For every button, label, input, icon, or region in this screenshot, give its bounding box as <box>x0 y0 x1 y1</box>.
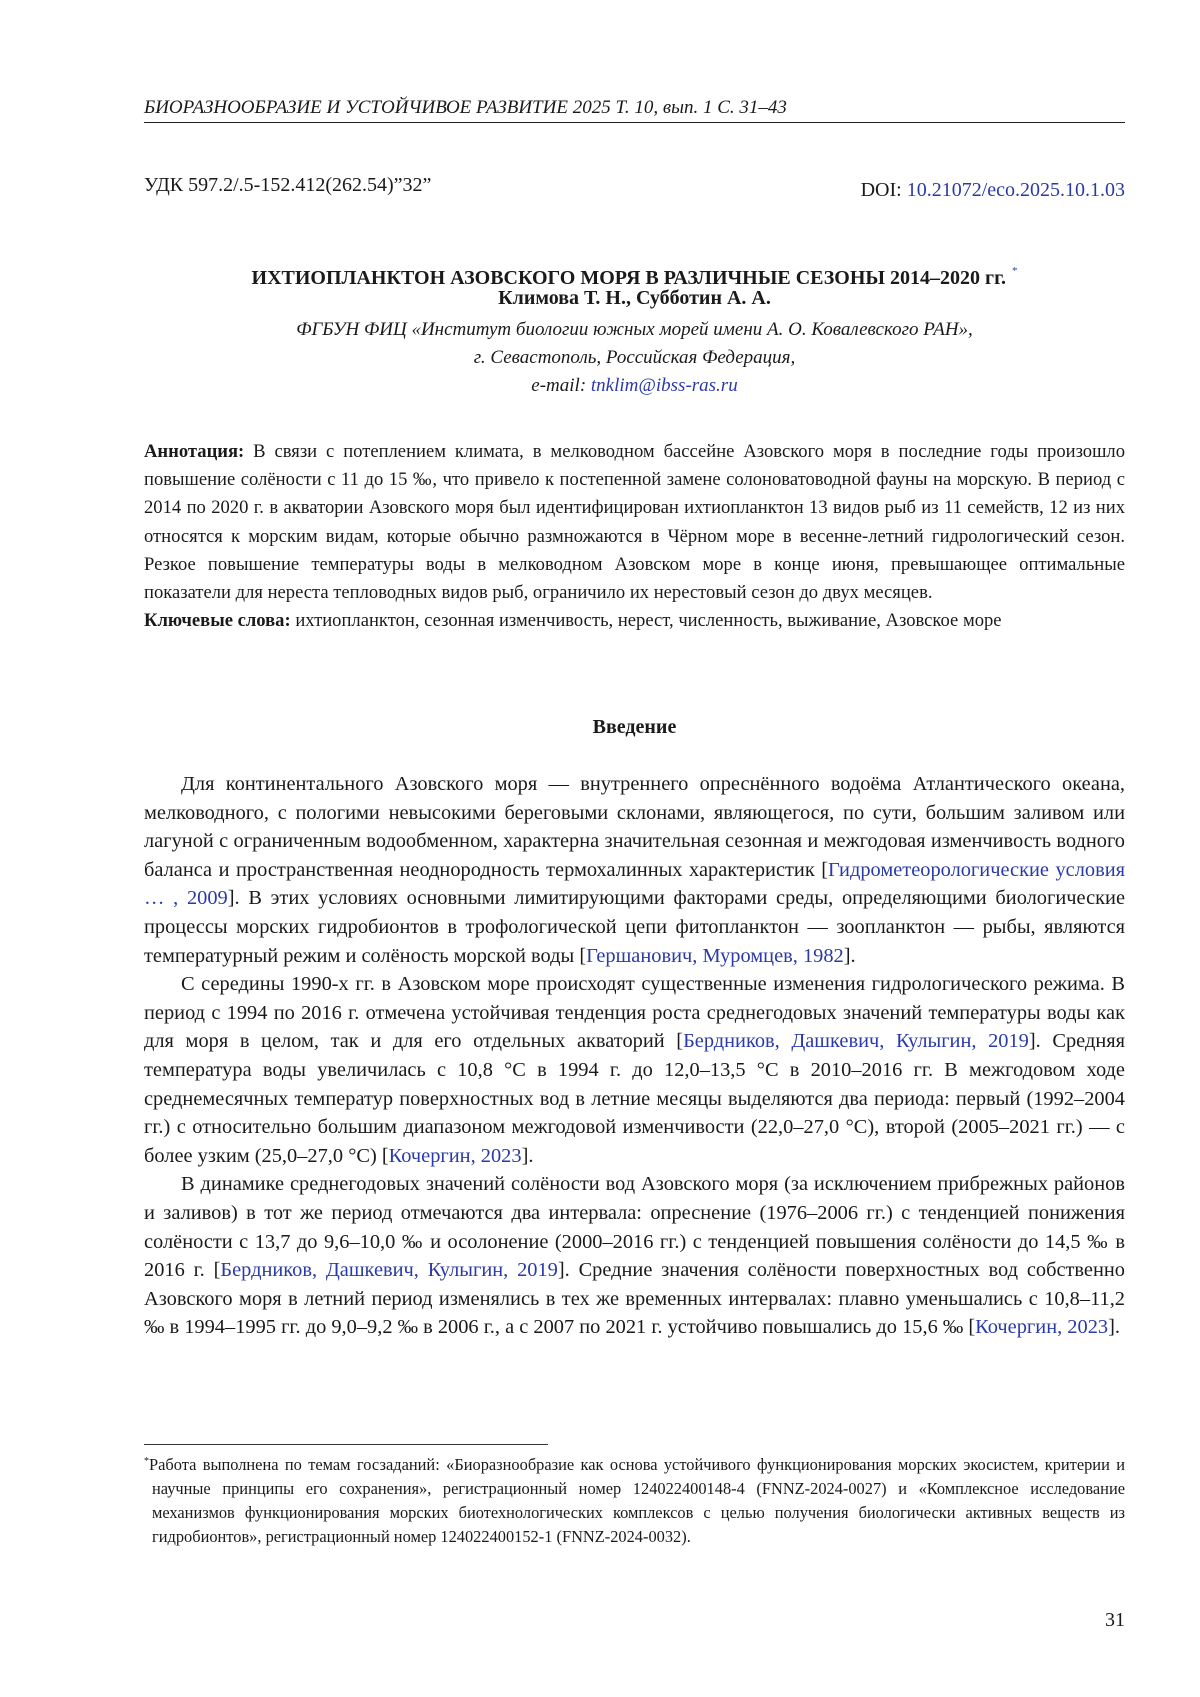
doi <box>861 178 1125 202</box>
doi-link[interactable]: 10.21072/eco.2025.10.1.03 <box>906 179 1125 201</box>
authors: Климова Т. Н., Субботин А. А. <box>498 287 771 309</box>
paragraph-text: ]. <box>521 1144 534 1167</box>
footnote-mark: * <box>144 1456 149 1467</box>
abstract-text: В связи с потеплением климата, в мелководном бассейне Азовского моря в последние годы произошло повышение солёности с 11 до 15 ‰, что привело к постепенной замене солоноватоводной фауны на морскую. В период с 2014 по 2020 г. в акватории Азовского моря был идентифицирован ихтиопланктон 13 видов рыб из 11 семейств, 12 из них относятся к морским видам, которые обычно размножаются в Чёрном море в весенне-летний гидрологический сезон. Резкое повышение температуры воды в мелководном Азовском море в конце июня, превышающее оптимальные показатели для нереста тепловодных видов рыб, ограничило их нерестовый сезон до двух месяцев. <box>144 441 1125 604</box>
abstract-label: Аннотация: <box>144 441 245 462</box>
section-heading-introduction: Введение <box>592 716 677 738</box>
paragraph <box>144 970 1125 1170</box>
citation-link[interactable]: Кочергин, 2023 <box>388 1144 522 1167</box>
keywords-text: ихтиопланктон, сезонная изменчивость, нерест, численность, выживание, Азовское море <box>290 610 1002 632</box>
paragraph <box>144 770 1125 970</box>
citation-link[interactable]: Гершанович, Муромцев, 1982 <box>586 944 844 967</box>
citation-link[interactable]: Кочергин, 2023 <box>975 1316 1109 1339</box>
citation-link[interactable]: Гидрометеорологические условия … , 2009 <box>144 858 1125 910</box>
paragraph <box>144 1170 1125 1342</box>
affiliation <box>144 316 1125 400</box>
paragraph-text: С середины 1990-х гг. в Азовском море происходят существенные изменения гидрологического режима. В период с 1994 по 2016 г. отмечена устойчивая тенденция роста среднегодовых значений температуры воды как для моря в целом, так и для его отдельных акваторий [ <box>144 973 1125 1053</box>
paragraph-text: ]. В этих условиях основными лимитирующими факторами среды, определяющими биологические процессы морских гидробионтов в трофологической цепи фитопланктон — зоопланктон — рыбы, являются температурный режим и солёность морской воды [ <box>144 887 1125 967</box>
paragraph-text: Для континентального Азовского моря — внутреннего опреснённого водоёма Атлантического океана, мелководного, с пологими невысокими береговыми склонами, являющегося, по сути, большим заливом или лагуной с ограниченным водообменном, характерна значительная сезонная и межгодовая изменчивость водного баланса и пространственная неоднородность термохалинных характеристик [ <box>144 773 1125 881</box>
footnote-paragraph <box>144 1450 1125 1549</box>
keywords <box>144 607 1125 635</box>
email-label: e-mail: <box>531 375 591 396</box>
doi-label: DOI: <box>860 179 907 201</box>
footnote-text: Работа выполнена по темам госзаданий: «Биоразнообразие как основа устойчивого функционирования морских экосистем, критерии и научные принципы его сохранения», регистрационный номер 124022400148-4 (FNNZ-2024-0027) и «Комплексное исследование механизмов функционирования морских биотехнологических комплексов с целью получения биологически активных веществ из гидробионтов», регистрационный номер 124022400152-1 (FNNZ-2024-0032). <box>149 1455 1125 1546</box>
article-title-text: ИХТИОПЛАНКТОН АЗОВСКОГО МОРЯ В РАЗЛИЧНЫЕ СЕЗОНЫ 2014–2020 гг. <box>251 267 1006 289</box>
paragraph-text: ]. Средняя температура воды увеличилась с 10,8 °С в 1994 г. до 12,0–13,5 °С в 2010–2016 гг. В межгодовом ходе среднемесячных температур поверхностных вод в летние месяцы выделяются два периода: первый (1992–2004 гг.) с относительно большим диапазоном межгодовой изменчивости (22,0–27,0 °С), второй (2005–2021 гг.) — с более узким (25,0–27,0 °С) [ <box>144 1030 1125 1167</box>
page-number: 31 <box>1105 1609 1125 1631</box>
abstract-block <box>144 438 1125 635</box>
affiliation-line-1: ФГБУН ФИЦ «Институт биологии южных морей имени А. О. Ковалевского РАН», <box>296 319 973 340</box>
keywords-label: Ключевые слова: <box>144 610 291 632</box>
paragraph-text: ]. <box>843 944 856 967</box>
title-footnote-link[interactable]: * <box>1011 265 1018 277</box>
email-link[interactable]: tnklim@ibss-ras.ru <box>590 375 738 396</box>
footnote-divider <box>144 1444 548 1445</box>
introduction-body <box>144 770 1125 1342</box>
paragraph-text: ]. Средние значения солёности поверхностных вод собственно Азовского моря в летний период изменялись в тех же временных интервалах: плавно уменьшались с 10,8–11,2 ‰ в 1994–1995 гг. до 9,0–9,2 ‰ в 2006 г., а с 2007 по 2021 г. устойчиво повышались до 15,6 ‰ [ <box>144 1259 1125 1339</box>
email-line <box>144 372 1125 400</box>
paragraph-text: ]. <box>1108 1316 1120 1339</box>
footnote <box>144 1450 1125 1549</box>
journal-running-header: БИОРАЗНООБРАЗИЕ И УСТОЙЧИВОЕ РАЗВИТИЕ 2025 Т. 10, вып. 1 С. 31–43 <box>144 96 1125 123</box>
paragraph-text: В динамике среднегодовых значений солёности вод Азовского моря (за исключением прибрежных районов и заливов) в тот же период отмечаются два интервала: опреснение (1976–2006 гг.) с тенденцией понижения солёности с 13,7 до 9,6–10,0 ‰ и осолонение (2000–2016 гг.) с тенденцией повышения солёности до 14,5 ‰ в 2016 г. [ <box>144 1173 1125 1282</box>
affiliation-line-2: г. Севастополь, Российская Федерация, <box>473 347 796 368</box>
abstract <box>144 438 1125 607</box>
udk-code: УДК 597.2/.5-152.412(262.54)”32” <box>144 174 432 196</box>
citation-link[interactable]: Бердников, Дашкевич, Кулыгин, 2019 <box>220 1259 558 1282</box>
citation-link[interactable]: Бердников, Дашкевич, Кулыгин, 2019 <box>683 1030 1029 1053</box>
